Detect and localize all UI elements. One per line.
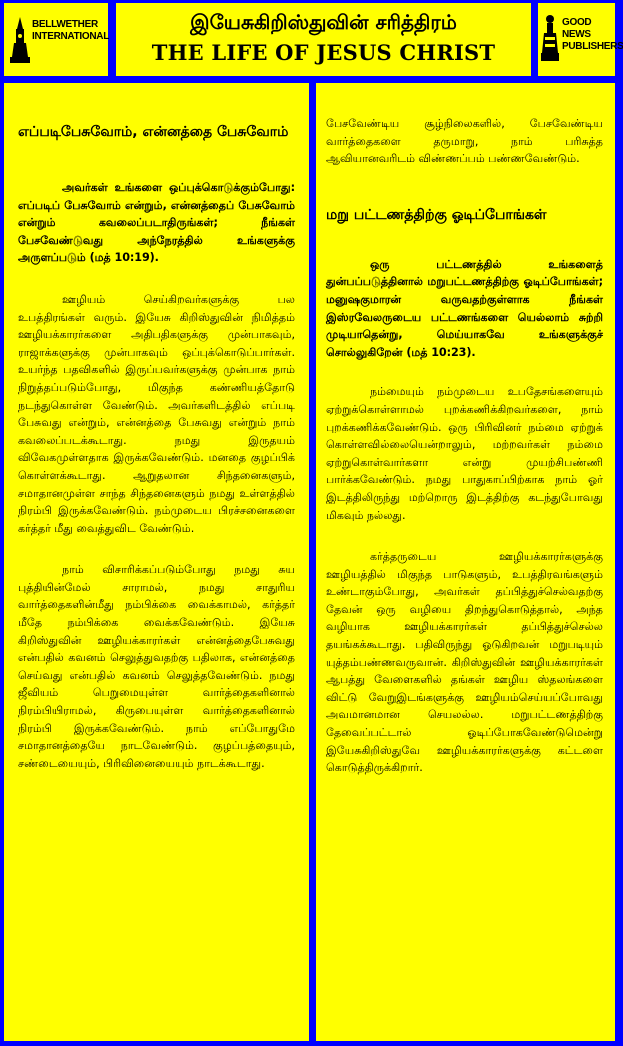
bellwether-logo-text: BELLWETHER INTERNATIONAL <box>32 19 110 42</box>
left-column <box>4 83 309 1041</box>
lamp-tower-icon <box>541 15 559 65</box>
bellwether-logo-panel <box>4 3 108 76</box>
good-news-logo-panel <box>538 3 623 76</box>
good-news-logo-text: GOOD NEWS PUBLISHERS <box>562 17 623 52</box>
page-title-english: THE LIFE OF JESUS CHRIST <box>151 40 496 65</box>
paragraph-continued-intro: பேசவேண்டிய சூழ்நிலைகளில், பேசவேண்டிய வார்த்தைகளை தருமாறு, நாம் பரிசுத்த ஆவியானவரிடம் விண்ணப்பம் பண்ணவேண்டும். <box>326 117 603 166</box>
bell-tower-icon <box>10 17 30 65</box>
good-news-logo <box>538 11 623 68</box>
verse-matthew-10-19: அவர்கள் உங்களை ஒப்புக்கொடுக்கும்போது: எப்படிப் பேசுவோம் என்றும், என்னத்தைப் பேசுவோம் என்றும் கவலைப்படாதிருங்கள்; நீங்கள் பேசவேண்டுவது அந்நேரத்தில் உங்களுக்கு அருளப்படும் (மத் 10:19). <box>18 181 295 265</box>
section-heading-flee-to-another-city: மறு பட்டணத்திற்கு ஓடிப்போங்கள் <box>326 206 547 223</box>
paragraph-rejection: நம்மையும் நம்முடைய உபதேசங்களையும் ஏற்றுக்கொள்ளாமல் புறக்கணிக்கிறவர்களை, நாம் புறக்கணிக்கவேண்டும். ஒரு பிரிவினர் நம்மை ஏற்றுக் கொள்ளவில்லையென்றாலும், மற்றவர்கள் நம்மை ஏற்றுகொள்வார்களா என்று முயற்சிபண்ணி பார்க்கவேண்டும். நமது பாதுகாப்பிற்காக நாம் ஓர் இடத்திலிருந்து மற்றொரு இடத்திற்கு கடந்துபோவது மிகவும் நல்லது. <box>326 385 603 522</box>
bellwether-logo <box>4 11 108 68</box>
title-panel <box>116 3 531 76</box>
paragraph-escape-persecution: கர்த்தருடைய ஊழியக்காரர்களுக்கு ஊழியத்தில் மிகுந்த பாடுகளும், உபத்திரவங்களும் உண்டாகும்போது, அவர்கள் தப்பித்துச்செல்வதற்கு தேவன் ஒரு வழியை திறந்துகொடுத்தால், அந்த வழியாக ஊழியக்காரர்கள் தப்பித்துச்செல்ல தயங்கக்கூடாது. பதிவிருந்து ஓடுகிறவன் மறுபடியும் யுத்தம்பண்ணவருவான். கிறிஸ்துவின் ஊழியக்காரர்கள் ஆபத்து வேளைகளில் தங்கள் ஊழிய ஸ்தலங்களை விட்டு வேறுஇடங்களுக்கு ஊழியம்செய்யப்போவது அவமானமான செயலல்ல. மறுபட்டணத்திற்கு தேவைப்பட்டால் ஓடிப்போகவேண்டுமென்று இயேசுகிறிஸ்துவே ஊழியக்காரர்களுக்கு கட்டளை கொடுத்திருக்கிறார். <box>326 550 603 775</box>
paragraph-trust-in-lord: நாம் விசாரிக்கப்படும்போது நமது சுய புத்தியின்மேல் சாராமல், நமது சாதுரிய வார்த்தைகளின்மீது நம்பிக்கை வைக்காமல், கர்த்தர் மீதே நம்பிக்கை வைக்கவேண்டும். இயேசு கிறிஸ்துவின் ஊழியக்காரர்கள் என்னத்தைபேசுவது என்பதில் கவனம் செலுத்துவதற்கு பதிலாக, என்னத்தை செய்வது என்பதில் கவனம் செலுத்தவேண்டும். நமது ஜீவியம் பெறுமையுள்ள வார்த்தைகளினால் நிரம்பியிராமல், கிருபையுள்ள வார்த்தைகளினால் நிரம்பி இருக்கவேண்டும். நாம் எப்போதுமே சமாதானத்தையே நாடவேண்டும். குழப்பத்தையும், சண்டையையும், பிரிவினையையும் நாடக்கூடாது. <box>18 563 295 770</box>
right-column <box>316 83 615 1041</box>
verse-matthew-10-23: ஒரு பட்டணத்தில் உங்களைத் துன்பப்படுத்தினால் மறுபட்டணத்திற்கு ஓடிப்போங்கள்; மனுஷகுமாரன் வருவதற்குள்ளாக நீங்கள் இஸ்ரவேலருடைய பட்டணங்களை யெல்லாம் சுற்றி முடியாதென்று, மெய்யாகவே உங்களுக்குச் சொல்லுகிறேன் (மத் 10:23). <box>326 257 603 359</box>
section-heading-how-to-speak: எப்படிபேசுவோம், என்னத்தை பேசுவோம் <box>18 124 289 140</box>
page-title-tamil: இயேசுகிறிஸ்துவின் சரித்திரம் <box>190 10 457 34</box>
paragraph-ministry-trials: ஊழியம் செய்கிறவர்களுக்கு பல உபத்திரங்கள் வரும். இயேசு கிறிஸ்துவின் நிமித்தம் ஊழியக்காரர்களை அதிபதிகளுக்கு முன்பாகவும், ராஜாக்களுக்கு முன்பாகவும் ஒப்புக்கொடுப்பார்கள். உயர்ந்த பதவிகளில் இருப்பவர்களுக்கு முன்பாக நாம் நிறுத்தப்படும்போது, மிகுந்த கண்ணியத்தோடு நடந்துகொள்ள வேண்டும். அவர்களிடத்தில் எப்படி பேசுவது என்றும், என்னத்தை பேசுவது என்றும் நாம் கவலைப்படக்கூடாது. நமது இருதயம் விவேகமுள்ளதாக இருக்கவேண்டும். மனதை குழப்பிக் கொள்ளக்கூடாது. ஆறுதலான சிந்தனைகளும், சமாதானமுள்ள சாந்த சிந்தனைகளும் நமது உள்ளத்தில் நிரம்பி இருக்கவேண்டும். நம்முடைய பிரச்சனைகளை கர்த்தர் மீது வைத்துவிட வேண்டும். <box>18 292 295 535</box>
